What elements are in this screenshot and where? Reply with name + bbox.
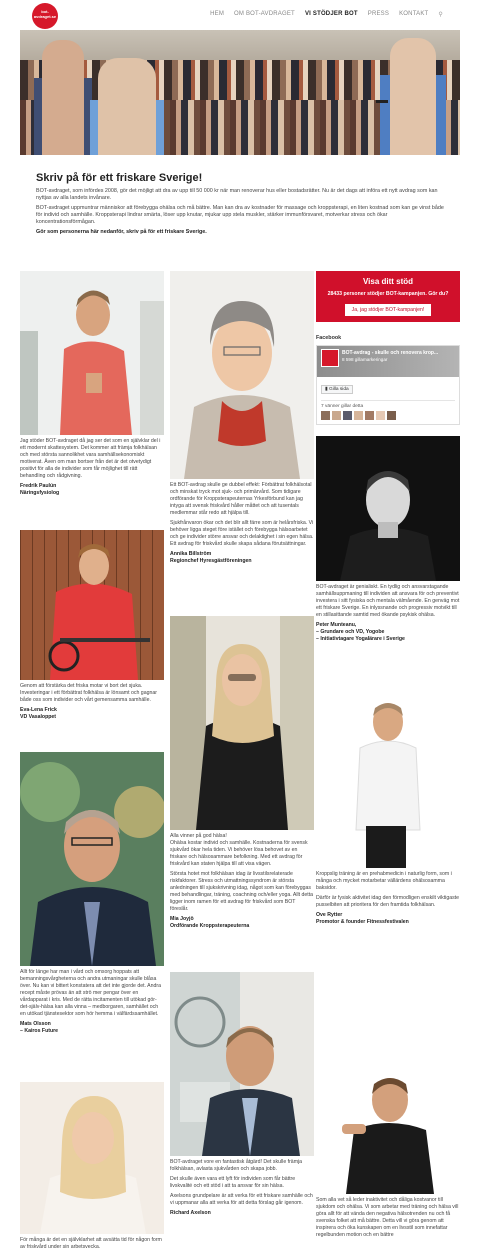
testimonial-ove — [316, 690, 460, 926]
portrait-richard — [170, 972, 314, 1156]
portrait-woman2 — [20, 1082, 164, 1234]
testimonial-man3 — [316, 1060, 460, 1242]
support-button[interactable]: Ja, jag stödjer BOT-kampanjen! — [345, 304, 432, 316]
quote-richard-2: Det skulle även vara ett lyft för individen som får bättre livskvalité och ett stöd i att ta ansvar för sin hälsa. — [170, 1176, 296, 1189]
friend-avatar[interactable] — [332, 411, 341, 420]
quote-annika-2: Sjukfrånvaron ökar och det blir allt färre som är helårsfriska. Vi behöver ligga steget före istället och förebygga hälsoarbetet och ge individer större ansvar och delaktighet i sin egen hälsa. Ett avdrag för friskvård skulle skapa sådana förutsättningar. — [170, 520, 314, 547]
testimonial-richard — [170, 972, 314, 1217]
intro-section — [36, 172, 446, 239]
nav-item-hem[interactable]: HEM — [210, 11, 225, 17]
facebook-friends-text: 7 vänner gillar detta — [321, 400, 455, 409]
support-box — [316, 271, 460, 322]
logo-text: bot-avdraget.se — [33, 9, 57, 19]
name-eva: Eva-Lena Frick — [20, 707, 57, 713]
nav-item-vi-stodjer[interactable]: VI STÖDJER BOT — [304, 11, 358, 17]
role-ove: Promotor & founder Fitnessfestivalen — [316, 919, 409, 925]
name-peter: Peter Munteanu, — [316, 622, 357, 628]
quote-man3: Som alla vet så leder inaktivitet och dåliga kostvanor till sjukdom och ohälsa. Vi som arbetar med träning och hälsa vill göra allt för att vända den negativa hälsotrenden nu och få svenska folket att må bättre. Detta vill vi göra genom att inspirera och öka kunskapen om en livsstil som innefattar regelbunden motion och en bättre — [316, 1197, 459, 1238]
role-fredrik: Näringsfysiolog — [20, 490, 60, 496]
search-icon[interactable]: ⚲ — [438, 12, 443, 18]
nav-item-kontakt[interactable]: KONTAKT — [399, 11, 429, 17]
intro-paragraph-1: BOT-avdraget, som infördes 2008, gör det möjligt att dra av upp till 50 000 kr när man renoverar hus eller bostadsrätter. Nu är det dags att införa ett nytt avdrag som kan nyttjas av alla landets invånare. — [36, 188, 438, 201]
quote-mia-3: Största hotet mot folkhälsan idag är livsstilsrelaterade riskfaktorer. Stress och utmattningssyndrom är största anledningen till sjukskrivning idag, något som kan förebyggas med behandlingar, träning, coachning och/eller yoga. Allt detta ligger inom ramen för ett avdrag för friskvård som BOT föreslår. — [170, 871, 314, 912]
nav-item-om[interactable]: OM BOT-AVDRAGET — [234, 11, 295, 17]
testimonial-woman2 — [20, 1082, 164, 1254]
name-ove: Ove Rytter — [316, 912, 343, 918]
portrait-man3 — [316, 1060, 460, 1194]
intro-cta: Gör som personerna här nedanför, skriv på för ett friskare Sverige. — [36, 229, 207, 235]
quote-ove-2: Därför är fysisk aktivitet idag den förmodligen enskilt viktigaste pusselbiten att prioritera för den framtida folkhälsan. — [316, 895, 460, 908]
quote-mats: Allt för länge har man i vård och omsorg hoppats att bemanningsvårgheterna och andra utmaningar skulle blåsa över. Nu kan vi bittert konstatera att det inte gjorde det. Andra recept måste prövas än att strö mer pengar över en vårdapparat i kris. Med de rätta incitamenten till utökad gör-det-själv-hälsa kan alla vinna – medborgaren, samhället och en utökad tjänstesektor som hör hemma i välfärdssamhället. — [20, 969, 162, 1017]
friend-avatar[interactable] — [321, 411, 330, 420]
quote-peter: BOT-avdraget är genialiskt. En tydlig och ansvarstagande samhällsuppmaning till individen att ansvara för och preventivt investera i sitt fysiska och mentala välmående. En genväg mot ett friskare Sverige. En inlyssnande och progressiv motvikt till en stillasittande samtid med ökande psykisk ohälsa. — [316, 584, 460, 618]
hero-image — [20, 30, 460, 155]
intro-paragraph-2: BOT-avdraget uppmuntrar människor att förebygga ohälsa och må bättre. Man kan dra av kostnader för massage och kroppsterapi, en liten kostnad som kan ge vinst både för individ och samhälle. Kroppsterapi lindrar smärta, löser upp knutar, mjukar upp stela muskler, stärker immunförsvaret, motverkar stress och ökar koncentrationsförmågan. — [36, 205, 444, 225]
nav-item-press[interactable]: PRESS — [367, 11, 390, 17]
quote-woman2: För många är det en självklarhet att avsätta tid för någon form av friskvård under sin arbetsvecka. — [20, 1237, 162, 1250]
testimonial-eva — [20, 530, 164, 721]
brand-logo[interactable] — [32, 3, 58, 29]
support-count: 28433 personer stödjer BOT-kampanjen. Gör du? — [327, 291, 449, 297]
testimonial-fredrik — [20, 271, 164, 497]
role-eva: VD Vasaloppet — [20, 714, 57, 720]
name-mats: Mats Olsson — [20, 1021, 51, 1027]
facebook-page-header[interactable] — [317, 346, 459, 377]
portrait-ove — [316, 690, 460, 868]
quote-mia-2: Ohälsa kostar individ och samhälle. Kostnaderna för svensk sjukvård ökar hela tiden. Vi behöver lösa behovet av en friskare och hälsosammare befolkning. Med ett avdrag för friskvård kan staten hjälpa till att visa vägen. — [170, 840, 308, 867]
role-peter-2: – Initiativtagare Yogalärare i Sverige — [316, 636, 405, 642]
support-title: Visa ditt stöd — [362, 277, 414, 286]
quote-mia-1: Alla vinner på god hälsa! — [170, 833, 227, 839]
testimonial-annika — [170, 271, 314, 565]
quote-ove-1: Kroppslig träning är en prehabmedicin i naturlig form, som i många och mycket motarbetar vällärdens ohälsosamma baksidor. — [316, 871, 452, 891]
testimonial-peter — [316, 436, 460, 643]
quote-fredrik: Jag stöder BOT-avdraget då jag ser det som en självklar del i ett modernt skattesystem. Det kommer att främja folkhälsan och med största sannolikhet vara samhällsekonomiskt motiverat. Även om man bortser från det är det otvetydigt positivt för alla de individer som får möjlighet till rätt behandling och rådgivning. — [20, 438, 161, 479]
portrait-eva — [20, 530, 164, 680]
facebook-friend-faces — [321, 411, 455, 420]
facebook-label: Facebook — [316, 335, 342, 341]
quote-richard-3: Axelsons grundpelare är att verka för ett friskare samhälle och vi uppmanar alla att verka för att detta förslag går igenom. — [170, 1193, 313, 1206]
page-title: Skriv på för ett friskare Sverige! — [36, 172, 203, 184]
role-peter-1: – Grundare och VD, Yogobe — [316, 629, 385, 635]
testimonial-mia — [170, 616, 314, 930]
portrait-mats — [20, 752, 164, 966]
friend-avatar[interactable] — [376, 411, 385, 420]
facebook-like-count: 8 598 gillamarkeringar — [342, 357, 388, 362]
name-fredrik: Fredrik Paulún — [20, 483, 57, 489]
name-mia: Mia Joyjö — [170, 916, 194, 922]
facebook-widget — [316, 345, 460, 425]
role-annika: Regionchef Hyresgästföreningen — [170, 558, 252, 564]
main-nav — [210, 11, 443, 18]
friend-avatar[interactable] — [365, 411, 374, 420]
sidebar — [316, 271, 460, 425]
role-mats: – Kairos Future — [20, 1028, 59, 1034]
facebook-like-button[interactable]: ▮ Gilla sida — [321, 385, 353, 394]
friend-avatar[interactable] — [387, 411, 396, 420]
friend-avatar[interactable] — [343, 411, 352, 420]
portrait-mia — [170, 616, 314, 830]
portrait-fredrik — [20, 271, 164, 435]
portrait-peter — [316, 436, 460, 581]
friend-avatar[interactable] — [354, 411, 363, 420]
facebook-like-label: Gilla sida — [328, 387, 349, 392]
quote-annika-1: Ett BOT-avdrag skulle ge dubbel effekt: Förbättrat folkhälsotal och minskat tryck mot sjuk- och primärvård. Som tidigare ordförande för Kroppsterapeuternas Yrkesförbund kan jag intyga att svensk friskvård håller måttet och att tusentals medlemmar står redo att hjälpa till. — [170, 482, 312, 516]
facebook-page-avatar — [321, 349, 339, 367]
name-annika: Annika Billström — [170, 551, 212, 557]
role-mia: Ordförande Kroppsterapeuterna — [170, 923, 250, 929]
portrait-annika — [170, 271, 314, 479]
quote-eva: Genom att förstärka det friska motar vi bort det sjuka. Investeringar i ett förbättrat folkhälsa är lönsamt och gagnar både oss som individer och vårt gemensamma samhälle. — [20, 683, 157, 703]
testimonial-mats — [20, 752, 164, 1035]
quote-richard-1: BOT-avdraget vore en fantastisk åtgärd! Det skulle främja folkhälsan, avlasta sjukvården och skapa jobb. — [170, 1159, 303, 1172]
facebook-page-name[interactable]: BOT-avdrag - skulle och renovera krop... — [342, 350, 439, 356]
name-richard: Richard Axelson — [170, 1210, 211, 1216]
